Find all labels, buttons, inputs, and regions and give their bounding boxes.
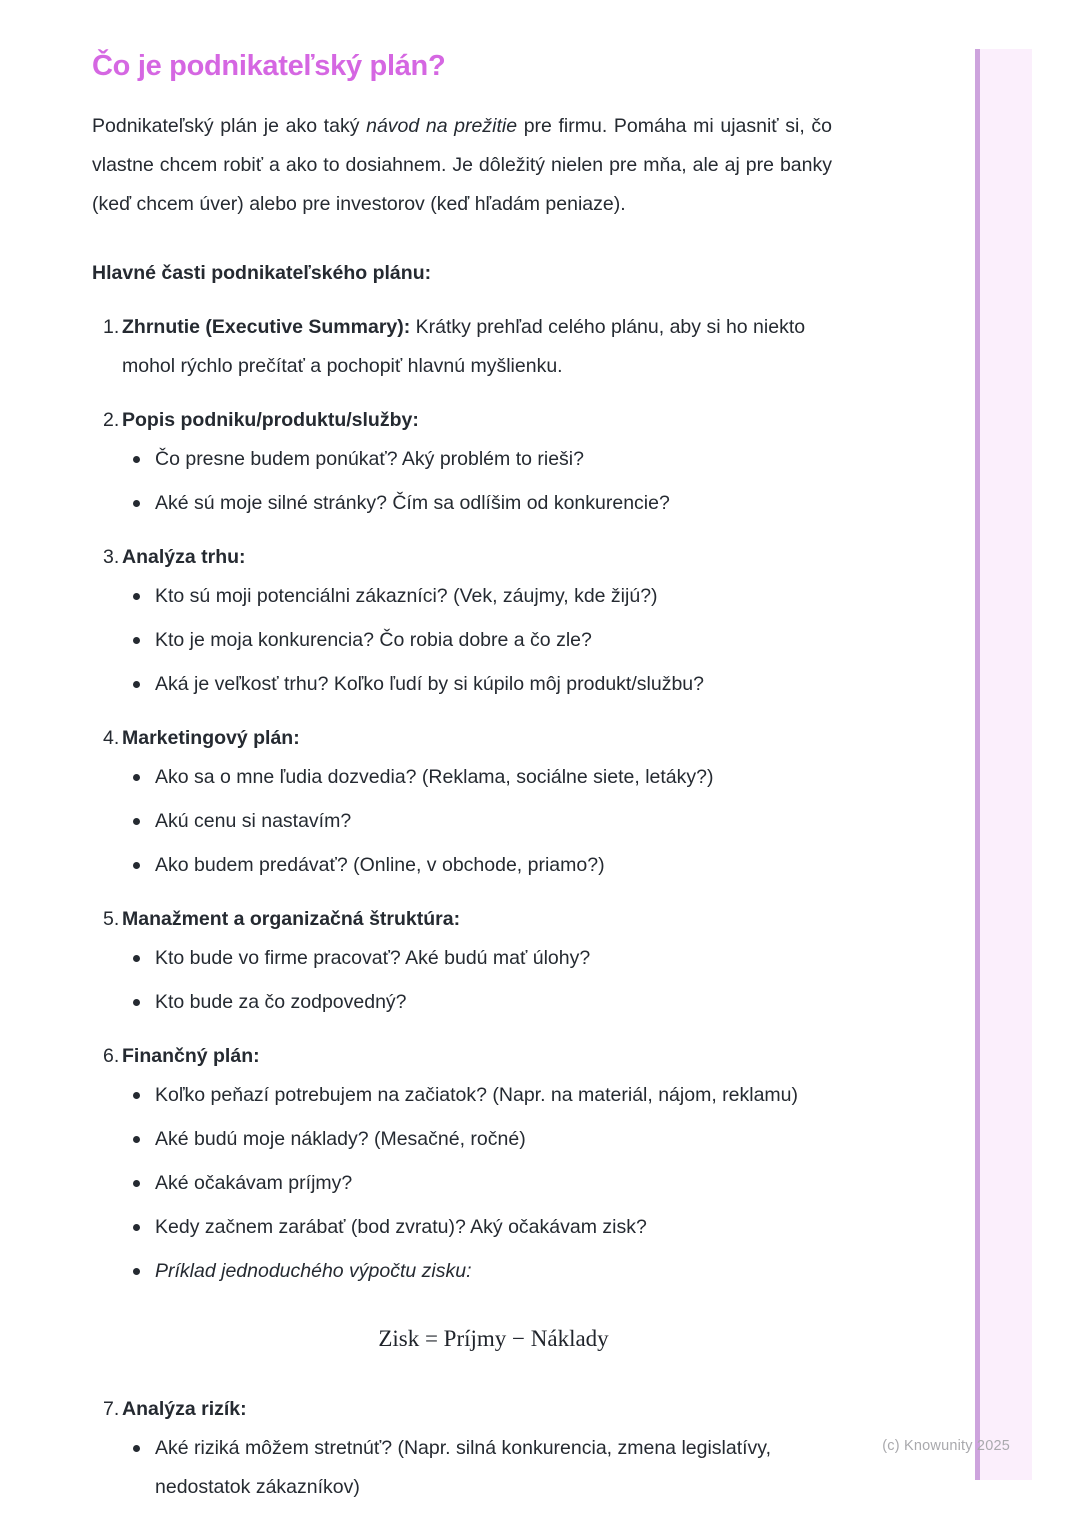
bullet-icon <box>133 1445 140 1452</box>
bullet-text: Ako sa o mne ľudia dozvedia? (Reklama, sociálne siete, letáky?) <box>155 766 714 788</box>
bullet-text: Kto je moja konkurencia? Čo robia dobre a čo zle? <box>155 629 592 651</box>
item-number: 3. <box>103 546 120 568</box>
bullet-text: Aké riziká môžem stretnúť? (Napr. silná konkurencia, zmena legislatívy, nedostatok zákazníkov) <box>155 1437 772 1498</box>
item-title: Popis podniku/produktu/služby: <box>122 409 419 431</box>
list-item-popis <box>92 401 832 523</box>
intro-text-part1: Podnikateľský plán je ako taký <box>92 115 360 137</box>
bullet-text: Príklad jednoduchého výpočtu zisku: <box>155 1260 472 1282</box>
bullet-item <box>92 1429 832 1507</box>
bullet-text: Aká je veľkosť trhu? Koľko ľudí by si kúpilo môj produkt/službu? <box>155 673 704 695</box>
bullet-icon <box>133 774 140 781</box>
bullet-icon <box>133 500 140 507</box>
bullet-icon <box>133 593 140 600</box>
item-number: 4. <box>103 727 120 749</box>
bullet-text: Kto sú moji potenciálni zákazníci? (Vek, záujmy, kde žijú?) <box>155 585 658 607</box>
bullet-icon <box>133 955 140 962</box>
bullet-icon <box>133 1180 140 1187</box>
bullet-item <box>92 440 832 479</box>
bullet-icon <box>133 999 140 1006</box>
list-item-zhrnutie <box>92 308 832 386</box>
bullet-text: Čo presne budem ponúkať? Aký problém to rieši? <box>155 448 584 470</box>
bullet-icon <box>133 1224 140 1231</box>
bullet-item <box>92 758 832 797</box>
bullet-text: Kto bude vo firme pracovať? Aké budú mať úlohy? <box>155 947 591 969</box>
page-title: Čo je podnikateľský plán? <box>92 50 446 82</box>
bullet-item-example <box>92 1252 832 1291</box>
bullet-item <box>92 1076 832 1115</box>
list-item-financny-plan <box>92 1037 832 1358</box>
bullet-text: Aké sú moje silné stránky? Čím sa odlíšim od konkurencie? <box>155 492 670 514</box>
bullet-item <box>92 802 832 841</box>
bullet-icon <box>133 818 140 825</box>
list-item-analyza-trhu <box>92 538 832 704</box>
bullet-item <box>92 846 832 885</box>
list-item-marketingovy-plan <box>92 719 832 885</box>
profit-formula: Zisk = Príjmy − Náklady <box>378 1326 609 1351</box>
bullet-icon <box>133 681 140 688</box>
bullet-text: Koľko peňazí potrebujem na začiatok? (Napr. na materiál, nájom, reklamu) <box>155 1084 799 1106</box>
document-page <box>92 50 832 1507</box>
bullet-icon <box>133 1136 140 1143</box>
bullet-icon <box>133 1092 140 1099</box>
bullet-item <box>92 577 832 616</box>
bullet-item <box>92 1208 832 1247</box>
bullet-item <box>92 665 832 704</box>
bullet-item <box>92 983 832 1022</box>
bullet-icon <box>133 637 140 644</box>
bullet-item <box>92 1164 832 1203</box>
item-number: 7. <box>103 1398 120 1420</box>
bullet-text: Ako budem predávať? (Online, v obchode, priamo?) <box>155 854 605 876</box>
bullet-item <box>92 484 832 523</box>
bullet-icon <box>133 862 140 869</box>
item-title: Analýza rizík: <box>122 1398 247 1420</box>
bullet-text: Aké očakávam príjmy? <box>155 1172 353 1194</box>
watermark: (c) Knowunity 2025 <box>882 1438 1010 1454</box>
bullet-text: Kedy začnem zarábať (bod zvratu)? Aký očakávam zisk? <box>155 1216 647 1238</box>
intro-text-part2: pre firmu. Pomáha mi ujasniť si, čo vlastne chcem robiť a ako to dosiahnem. Je dôležitý nielen pre mňa, ale aj pre banky (keď chcem úver) alebo pre investorov (keď hľadám peniaze). <box>92 115 832 215</box>
item-number: 6. <box>103 1045 120 1067</box>
item-number: 5. <box>103 908 120 930</box>
intro-text-italic: návod na prežitie <box>366 115 518 137</box>
item-text: Krátky prehľad celého plánu, aby si ho niekto mohol rýchlo prečítať a pochopiť hlavnú myšlienku. <box>122 316 806 377</box>
bullet-icon <box>133 456 140 463</box>
bullet-item <box>92 939 832 978</box>
bullet-text: Akú cenu si nastavím? <box>155 810 352 832</box>
item-title: Finančný plán: <box>122 1045 260 1067</box>
bullet-item <box>92 621 832 660</box>
list-item-analyza-rizik <box>92 1390 832 1507</box>
list-item-manazment <box>92 900 832 1022</box>
section-heading: Hlavné časti podnikateľského plánu: <box>92 262 432 284</box>
bullet-text: Kto bude za čo zodpovedný? <box>155 991 407 1013</box>
intro-paragraph <box>92 107 832 224</box>
item-number: 2. <box>103 409 120 431</box>
item-title: Zhrnutie (Executive Summary): <box>122 316 411 338</box>
bullet-item <box>92 1120 832 1159</box>
plan-list <box>92 308 832 1507</box>
decorative-side-bar <box>975 49 1032 1480</box>
item-title: Manažment a organizačná štruktúra: <box>122 908 461 930</box>
item-title: Analýza trhu: <box>122 546 246 568</box>
bullet-icon <box>133 1268 140 1275</box>
bullet-text: Aké budú moje náklady? (Mesačné, ročné) <box>155 1128 526 1150</box>
item-number: 1. <box>103 316 120 338</box>
item-title: Marketingový plán: <box>122 727 300 749</box>
